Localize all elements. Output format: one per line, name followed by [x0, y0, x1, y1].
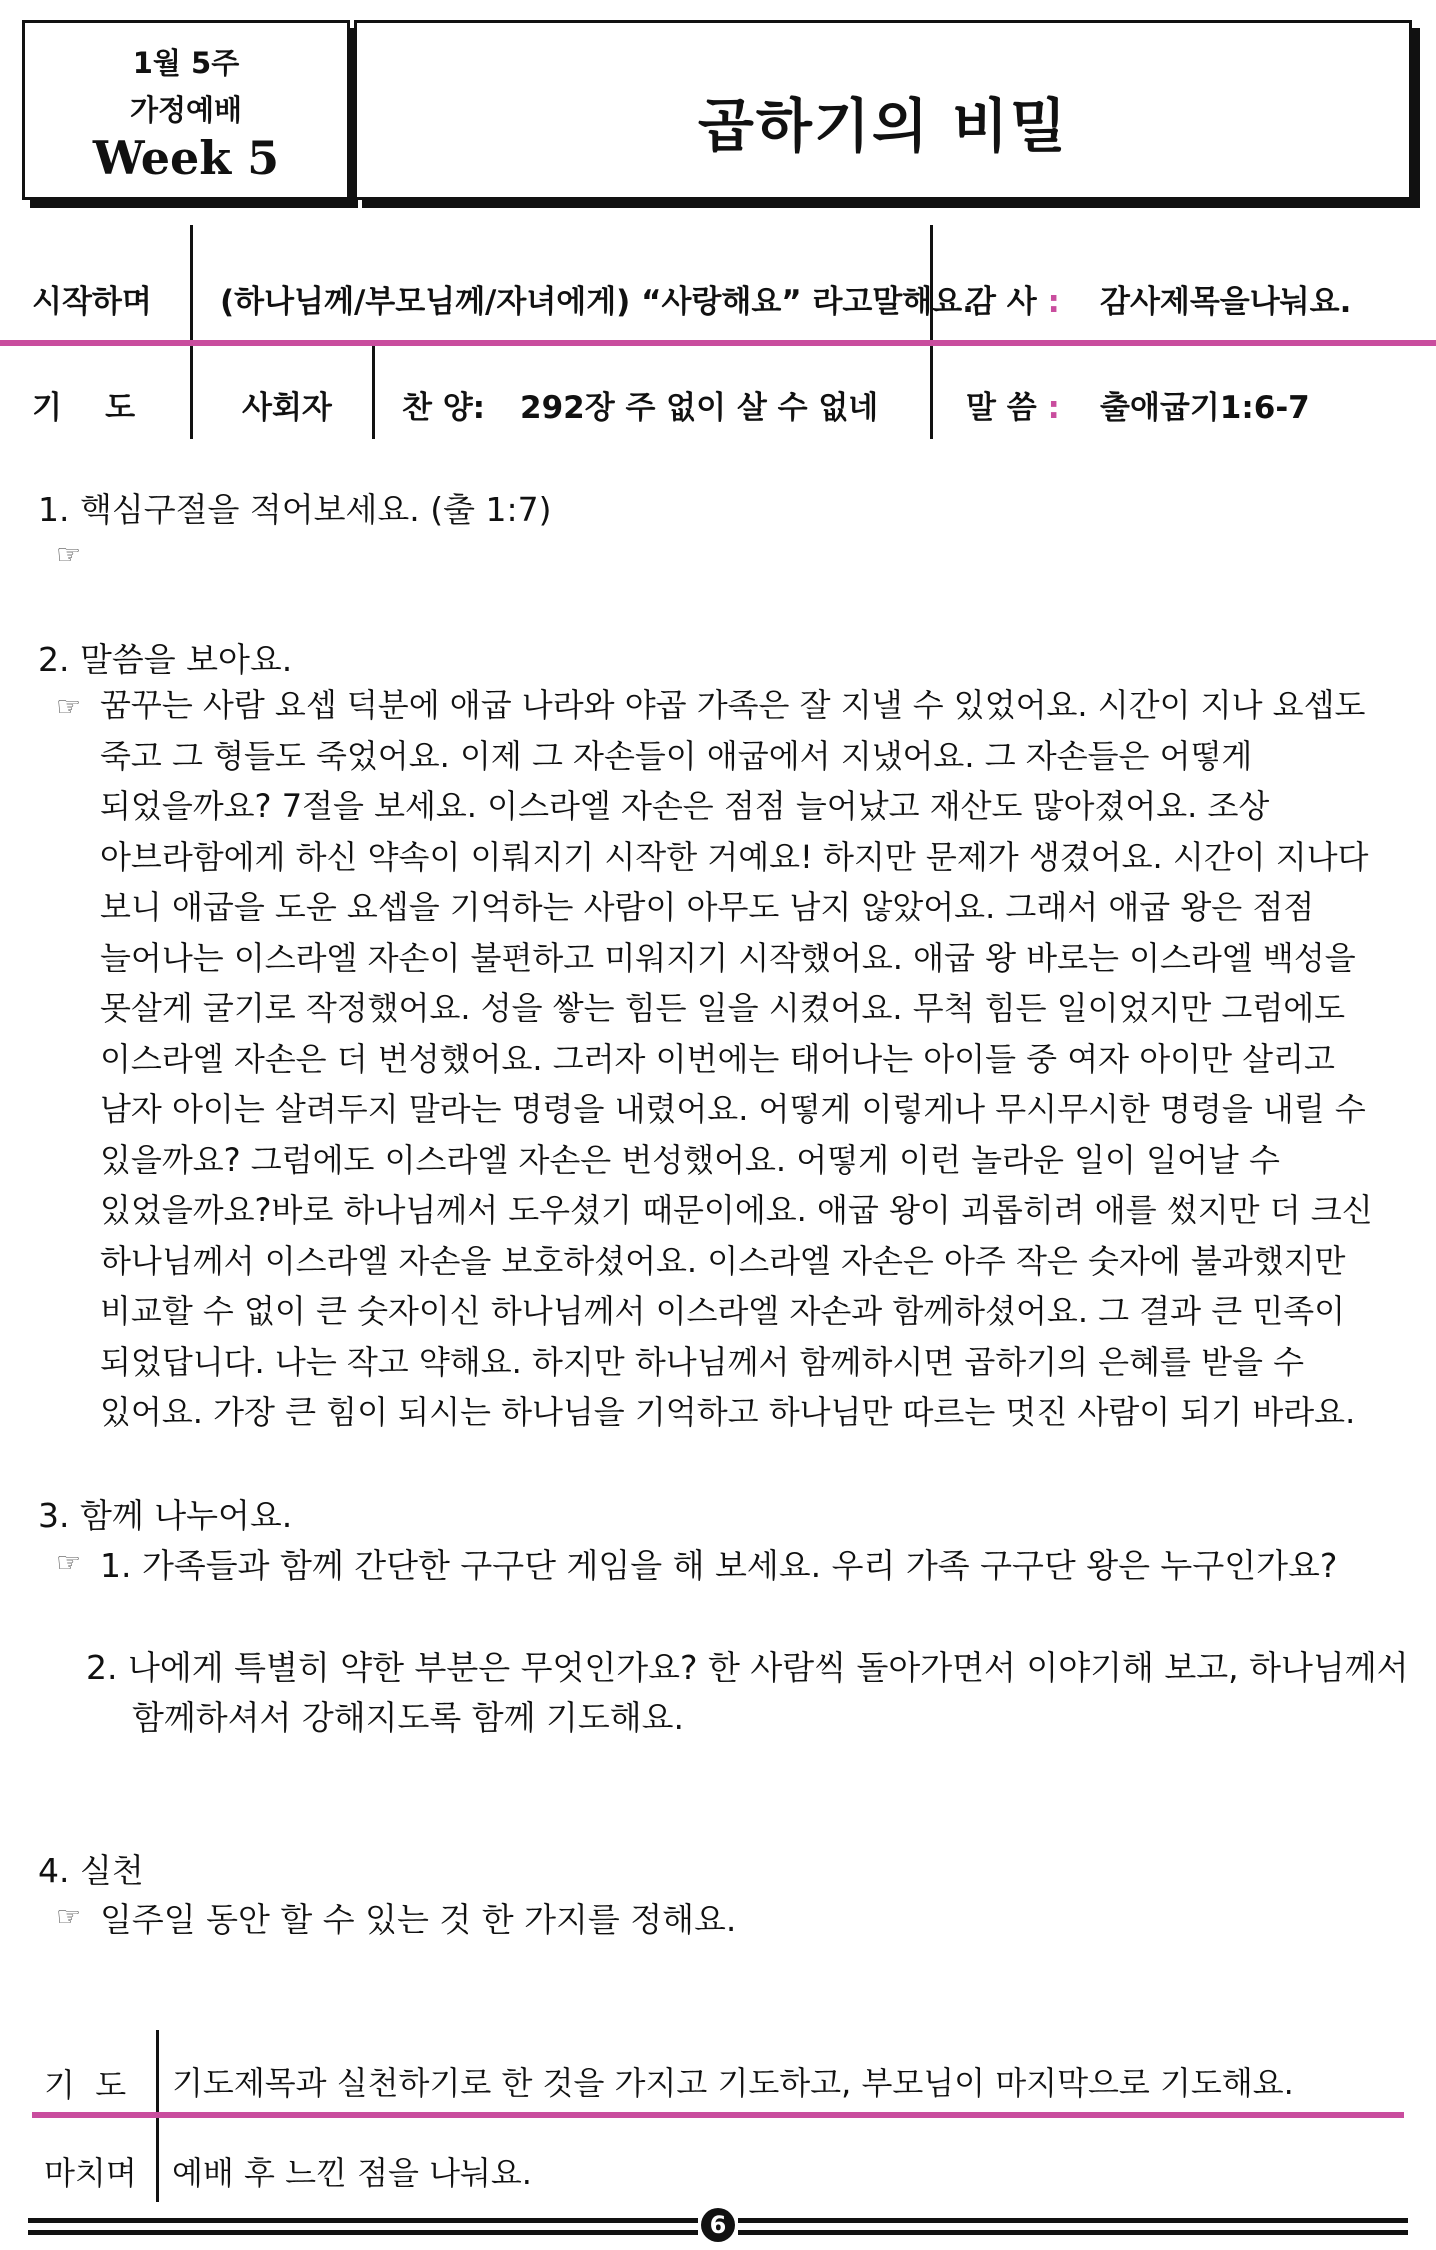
word-label-text: 말 씀 — [966, 390, 1037, 426]
closing-prayer-text: 기도제목과 실천하기로 한 것을 가지고 기도하고, 부모님이 마지막으로 기도해요. — [172, 2064, 1294, 2102]
practice-text: 일주일 동안 할 수 있는 것 한 가지를 정해요. — [100, 1900, 737, 1939]
info-divider — [372, 344, 375, 439]
footer-rule — [738, 2218, 1408, 2223]
info-divider — [190, 225, 193, 439]
section-2-title: 2. 말씀을 보아요. — [38, 640, 293, 679]
footer-rule — [738, 2230, 1408, 2235]
closing-prayer-label: 기 도 — [44, 2066, 127, 2104]
closing-end-text: 예배 후 느낀 점을 나눠요. — [172, 2154, 532, 2192]
passage-line: 비교할 수 없이 큰 숫자이신 하나님께서 이스라엘 자손과 함께하셨어요. 그 결과 큰 민족이 — [100, 1292, 1346, 1330]
passage-line: 이스라엘 자손은 더 번성했어요. 그러자 이번에는 태어나는 아이들 중 여자 아이만 살리고 — [100, 1039, 1335, 1078]
passage-line: 못살게 굴기로 작정했어요. 성을 쌓는 힘든 일을 시켰어요. 무척 힘든 일이었지만 그럼에도 — [100, 989, 1346, 1027]
start-text: (하나님께/부모님께/자녀에게) “사랑해요” 라고말해요. — [220, 284, 974, 320]
share-question-2-line-2: 함께하셔서 강해지도록 함께 기도해요. — [132, 1698, 685, 1737]
closing-end-label: 마치며 — [44, 2154, 137, 2192]
section-4-title: 4. 실천 — [38, 1851, 144, 1890]
thanks-text: 감사제목을나눠요. — [1100, 284, 1352, 320]
info-divider — [930, 225, 933, 439]
header-week-box — [22, 20, 350, 200]
footer-rule — [28, 2230, 698, 2235]
hymn-label: 찬 양: — [402, 390, 486, 426]
pointing-hand-icon: ☞ — [56, 1546, 82, 1579]
passage-line: 아브라함에게 하신 약속이 이뤄지기 시작한 거예요! 하지만 문제가 생겼어요. 시간이 지나다 — [100, 837, 1369, 876]
passage-line: 꿈꾸는 사람 요셉 덕분에 애굽 나라와 야곱 가족은 잘 지낼 수 있었어요. 시간이 지나 요셉도 — [100, 686, 1366, 724]
leader-label: 사회자 — [242, 390, 332, 426]
passage-line: 있을까요? 그럼에도 이스라엘 자손은 번성했어요. 어떻게 이런 놀라운 일이 일어날 수 — [100, 1140, 1280, 1179]
hymn-text: 292장 주 없이 살 수 없네 — [520, 390, 879, 426]
prayer-label: 기 도 — [32, 390, 136, 426]
passage-line: 늘어나는 이스라엘 자손이 불편하고 미워지기 시작했어요. 애굽 왕 바로는 이스라엘 백성을 — [100, 938, 1356, 977]
passage-line: 보니 애굽을 도운 요셉을 기억하는 사람이 아무도 남지 않았어요. 그래서 애굽 왕은 점점 — [100, 888, 1315, 926]
info-row-separator — [0, 340, 1436, 346]
week-label: Week 5 — [92, 131, 280, 185]
week-type: 가정예배 — [129, 93, 243, 127]
passage-line: 죽고 그 형들도 죽었어요. 이제 그 자손들이 애굽에서 지냈어요. 그 자손들은 어떻게 — [100, 736, 1253, 775]
footer-rule — [28, 2218, 698, 2223]
pointing-hand-icon: ☞ — [56, 1900, 82, 1933]
share-question-2-line-1: 2. 나에게 특별히 약한 부분은 무엇인가요? 한 사람씩 돌아가면서 이야기해 보고, 하나님께서 — [86, 1648, 1409, 1687]
start-label: 시작하며 — [32, 284, 152, 320]
word-colon: : — [1047, 390, 1060, 426]
passage-line: 있어요. 가장 큰 힘이 되시는 하나님을 기억하고 하나님만 따르는 멋진 사람이 되기 바라요. — [100, 1393, 1356, 1431]
pointing-hand-icon: ☞ — [56, 538, 82, 571]
page-number: 6 — [701, 2208, 735, 2242]
thanks-label-text: 감 사 — [966, 284, 1037, 320]
section-2-passage — [100, 680, 1420, 1438]
week-date: 1월 5주 — [132, 46, 240, 80]
pointing-hand-icon: ☞ — [56, 690, 82, 723]
closing-row-separator — [32, 2112, 1404, 2118]
section-3-title: 3. 함께 나누어요. — [38, 1496, 293, 1535]
word-label — [966, 382, 1060, 427]
section-1-title: 1. 핵심구절을 적어보세요. (출 1:7) — [38, 490, 552, 529]
passage-line: 되었을까요? 7절을 보세요. 이스라엘 자손은 점점 늘어났고 재산도 많아졌어요. 조상 — [100, 787, 1270, 825]
page-title: 곱하기의 비밀 — [697, 92, 1069, 160]
passage-line: 남자 아이는 살려두지 말라는 명령을 내렸어요. 어떻게 이렇게나 무시무시한 명령을 내릴 수 — [100, 1090, 1366, 1128]
thanks-label — [966, 276, 1060, 321]
passage-line: 되었답니다. 나는 작고 약해요. 하지만 하나님께서 함께하시면 곱하기의 은혜를 받을 수 — [100, 1342, 1304, 1381]
thanks-colon: : — [1047, 284, 1060, 320]
passage-line: 하나님께서 이스라엘 자손을 보호하셨어요. 이스라엘 자손은 아주 작은 숫자에 불과했지만 — [100, 1241, 1346, 1280]
share-question-1: 1. 가족들과 함께 간단한 구구단 게임을 해 보세요. 우리 가족 구구단 왕은 누구인가요? — [100, 1546, 1338, 1585]
passage-line: 있었을까요?바로 하나님께서 도우셨기 때문이에요. 애굽 왕이 괴롭히려 애를 썼지만 더 크신 — [100, 1191, 1373, 1229]
header-title-box — [354, 20, 1412, 200]
word-text: 출애굽기1:6-7 — [1100, 390, 1310, 426]
